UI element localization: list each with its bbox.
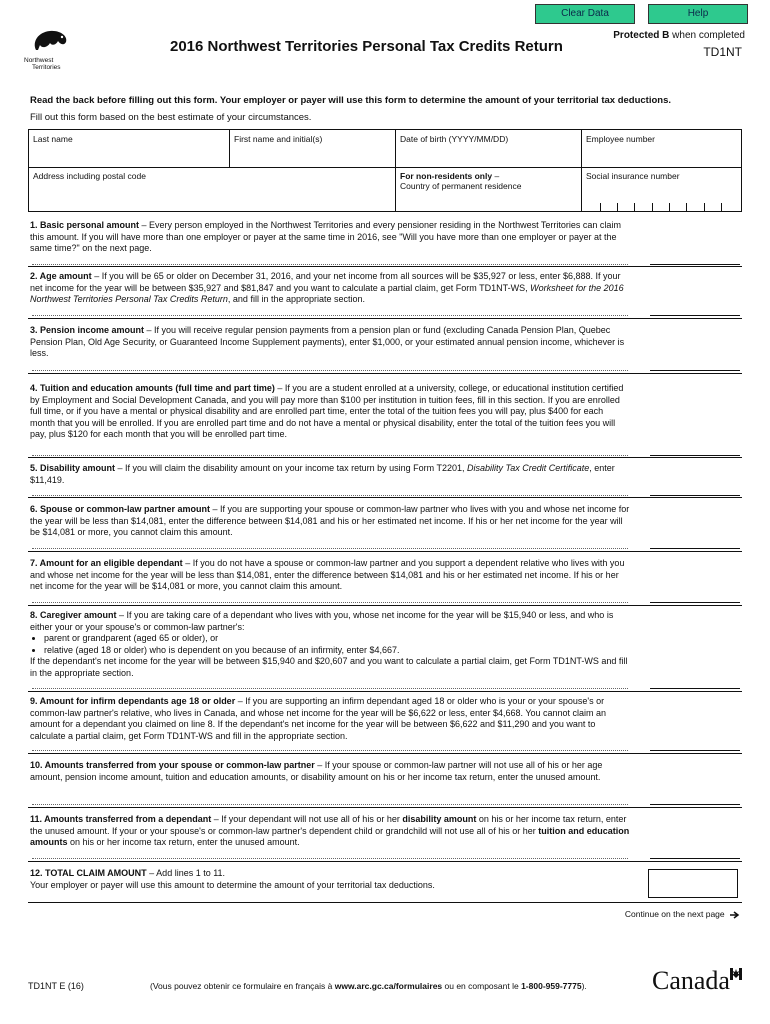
section-6-text: – If you are supporting your spouse or common-law partner who lives with you and whose net income for the year will be less than $14,081, enter the difference between $14,081 and his or her estimated net income. If his or her net income for the year will be $14,081 or more, you cannot claim this amount. — [30, 504, 630, 538]
leader-dots — [32, 858, 628, 859]
leader-dots — [32, 548, 628, 549]
personal-info-grid — [28, 129, 742, 212]
footer-french-note — [150, 981, 587, 991]
section-4-title: 4. Tuition and education amounts (full time and part time) — [30, 383, 275, 393]
section-10-text: – If your spouse or common-law partner will not use all of his or her age amount, pension income amount, tuition and education amounts, or disability amount on his or her income tax return, enter the unused amount. — [30, 760, 603, 782]
line-6-input[interactable] — [650, 548, 740, 549]
section-divider — [28, 551, 742, 552]
sin-tick — [600, 203, 601, 211]
section-8 — [30, 610, 630, 680]
section-divider — [28, 753, 742, 754]
section-11-text-b: on his or her income tax return, enter the unused amount. If your or your spouse's or common-law partner's dependent child or grandchild will not use all of his or her — [30, 814, 627, 836]
section-6 — [30, 504, 630, 539]
canada-text: Canada — [652, 966, 730, 995]
leader-dots — [32, 602, 628, 603]
section-11 — [30, 814, 630, 849]
fr-text-a: (Vous pouvez obtenir ce formulaire en français à — [150, 981, 335, 991]
section-3 — [30, 325, 630, 360]
dob-field[interactable] — [396, 130, 582, 168]
section-12 — [30, 868, 630, 891]
section-divider — [28, 861, 742, 862]
section-12-line2: Your employer or payer will use this amount to determine the amount of your territorial tax deductions. — [30, 879, 435, 890]
logo-line-2: Territories — [32, 64, 61, 71]
sin-tick — [721, 203, 722, 211]
country-label: Country of permanent residence — [400, 181, 522, 191]
section-9-title: 9. Amount for infirm dependants age 18 or older — [30, 696, 236, 706]
section-divider — [28, 373, 742, 374]
line-5-input[interactable] — [650, 495, 740, 496]
address-label: Address including postal code — [33, 171, 146, 181]
page-title: 2016 Northwest Territories Personal Tax Credits Return — [170, 38, 563, 55]
protected-label — [590, 30, 745, 41]
section-2-text-b: , and fill in the appropriate section. — [227, 294, 366, 305]
section-5-text: – If you will claim the disability amount on your income tax return by using Form T2201, — [115, 463, 468, 473]
section-2-italic: Worksheet for the 2016 Northwest Territories Personal Tax Credits Return — [30, 282, 624, 305]
section-divider — [28, 318, 742, 319]
section-1-title: 1. Basic personal amount — [30, 220, 140, 230]
section-12-title: 12. TOTAL CLAIM AMOUNT — [30, 868, 147, 878]
section-divider — [28, 807, 742, 808]
sin-tick — [686, 203, 687, 211]
leader-dots — [32, 495, 628, 496]
sin-tick — [617, 203, 618, 211]
employee-number-label: Employee number — [586, 134, 655, 144]
section-divider — [28, 902, 742, 903]
section-divider — [28, 691, 742, 692]
fr-text-c: ). — [581, 981, 587, 991]
last-name-field[interactable] — [29, 130, 230, 168]
section-1 — [30, 220, 630, 255]
clear-data-button[interactable]: Clear Data — [535, 4, 635, 24]
section-2-title: 2. Age amount — [30, 271, 92, 281]
line-1-input[interactable] — [650, 264, 740, 265]
dob-label: Date of birth (YYYY/MM/DD) — [400, 134, 509, 144]
form-code: TD1NT — [703, 45, 742, 59]
sin-tick — [704, 203, 705, 211]
leader-dots — [32, 688, 628, 689]
section-5-title: 5. Disability amount — [30, 463, 116, 473]
section-11-bold-a: disability amount — [402, 814, 477, 824]
fr-url: www.arc.gc.ca/formulaires — [334, 981, 443, 991]
section-4-text: – If you are a student enrolled at a university, college, or educational institution certified by Employment and Social Development Canada, and you will pay more than $100 per institution in tuition fees, fill in this section. If you are enrolled full time, or if you have a mental or physical disability and are enrolled part time, enter the total of the tuition fees you will pay, plus $400 for each month that you will be enrolled. If you are enrolled part time and do not have a mental or physical disability, enter the total of the tuition fees you will pay, plus $120 for each month that you will be enrolled part time. — [30, 383, 624, 440]
sin-tick — [652, 203, 653, 211]
last-name-label: Last name — [33, 134, 73, 144]
arrow-right-icon — [730, 911, 740, 919]
line-7-input[interactable] — [650, 602, 740, 603]
leader-dots — [32, 455, 628, 456]
section-2-text: – If you will be 65 or older on December 31, 2016, and your net income from all sources will be $35,927 or less, enter $6,888. If your net income for the year will be between $35,927 and $81,847 and you want to calculate a partial claim, get Form TD1NT-WS, — [30, 271, 621, 293]
fill-out-notice: Fill out this form based on the best estimate of your circumstances. — [30, 112, 312, 123]
sin-label: Social insurance number — [586, 171, 680, 181]
leader-dots — [32, 315, 628, 316]
leader-dots — [32, 750, 628, 751]
fr-phone: 1-800-959-7775 — [521, 981, 582, 991]
employee-number-field[interactable] — [582, 130, 741, 168]
section-8-title: 8. Caregiver amount — [30, 610, 117, 620]
section-7 — [30, 558, 630, 593]
section-12-text: – Add lines 1 to 11. — [146, 868, 226, 878]
section-5-italic: Disability Tax Credit Certificate — [467, 463, 590, 473]
line-9-input[interactable] — [650, 750, 740, 751]
section-4 — [30, 383, 630, 441]
logo-line-1: Northwest — [24, 57, 54, 64]
fr-text-b: ou en composant le — [442, 981, 522, 991]
address-field[interactable] — [29, 167, 396, 211]
help-button[interactable]: Help — [648, 4, 748, 24]
protected-bold: Protected B — [613, 30, 670, 41]
section-divider — [28, 266, 742, 267]
first-name-field[interactable] — [230, 130, 396, 168]
section-7-title: 7. Amount for an eligible dependant — [30, 558, 183, 568]
section-10 — [30, 760, 630, 783]
continue-label: Continue on the next page — [624, 909, 725, 919]
section-5 — [30, 463, 630, 486]
sin-field[interactable] — [582, 167, 741, 211]
section-1-text: – Every person employed in the Northwest Territories and every pensioner residing in the Northwest Territories can claim this amount. If you will have more than one employer or payer at the same time in 2016, see "Will you have more than one employer or payer at the same time?" on the next page. — [30, 220, 621, 254]
sin-tick — [669, 203, 670, 211]
section-divider — [28, 457, 742, 458]
line-11-input[interactable] — [650, 858, 740, 859]
read-back-notice: Read the back before filling out this form. Your employer or payer will use this form to determine the amount of your territorial tax deductions. — [30, 95, 671, 106]
section-11-title: 11. Amounts transferred from a dependant — [30, 814, 212, 824]
section-2 — [30, 271, 630, 306]
protected-rest: when completed — [669, 30, 745, 41]
canada-wordmark — [652, 966, 730, 996]
section-divider — [28, 497, 742, 498]
nwt-logo — [22, 28, 82, 71]
section-8-text: – If you are taking care of a dependant who lives with you, whose net income for the year will be $15,940 or less, and who is either your or your spouse's or common-law partner's: — [30, 610, 614, 632]
section-10-title: 10. Amounts transferred from your spouse or common-law partner — [30, 760, 315, 770]
line-4-input[interactable] — [650, 455, 740, 456]
flag-icon — [730, 968, 742, 980]
polar-bear-icon — [22, 28, 82, 52]
leader-dots — [32, 804, 628, 805]
section-9 — [30, 696, 630, 742]
sin-tick — [634, 203, 635, 211]
section-3-text: – If you will receive regular pension payments from a pension plan or fund (excluding Canada Pension Plan, Quebec Pension Plan, Old Age Security, or Guaranteed Income Supplement payments), enter $1,000, or your estimated annual pension income, whichever is less. — [30, 325, 625, 359]
section-3-title: 3. Pension income amount — [30, 325, 145, 335]
line-10-input[interactable] — [650, 804, 740, 805]
country-field[interactable] — [396, 167, 582, 211]
line-3-input[interactable] — [650, 370, 740, 371]
section-9-text: – If you are supporting an infirm dependant aged 18 or older who is your or your spouse's or common-law partner's relative, who lives in Canada, and whose net income for the year will be $6,622 or less, enter $4,668. You cannot claim an amount for a dependant you claimed on line 8. If the dependant's net income for the year will be between $6,622 and $11,290 and you want to calculate a partial claim, get Form TD1NT-WS and fill in the appropriate section. — [30, 696, 607, 741]
non-res-dash: – — [492, 171, 500, 181]
total-claim-input[interactable] — [648, 869, 738, 898]
section-11-text: – If your dependant will not use all of his or her — [211, 814, 403, 824]
footer-form-code: TD1NT E (16) — [28, 981, 84, 991]
section-8-tail: If the dependant's net income for the year will be between $15,940 and $20,607 and you want to calculate a partial claim, get Form TD1NT-WS and fill in the appropriate section. — [30, 656, 628, 678]
section-7-text: – If you do not have a spouse or common-law partner and you support a dependent relative who lives with you and whose net income for the year will be less than $14,081, enter the difference between $14,081 and his or her estimated net income. If his or her net income for the year will be $14,081 or more, you cannot claim this amount. — [30, 558, 625, 592]
section-divider — [28, 605, 742, 606]
section-11-bold-b: tuition and education amounts — [30, 825, 630, 848]
section-5-text-b: , enter $11,419. — [30, 463, 615, 485]
continue-note — [560, 909, 740, 919]
first-name-label: First name and initial(s) — [234, 134, 323, 144]
leader-dots — [32, 370, 628, 371]
line-2-input[interactable] — [650, 315, 740, 316]
section-8-bullet: • parent or grandparent (aged 65 or older), or — [44, 633, 630, 645]
leader-dots — [32, 264, 628, 265]
section-8-bullet: • relative (aged 18 or older) who is dependent on you because of an infirmity, enter $4,667. — [44, 645, 630, 657]
section-6-title: 6. Spouse or common-law partner amount — [30, 504, 211, 514]
line-8-input[interactable] — [650, 688, 740, 689]
section-11-text-c: on his or her income tax return, enter the unused amount. — [67, 837, 300, 848]
non-res-bold: For non-residents only — [400, 171, 493, 181]
